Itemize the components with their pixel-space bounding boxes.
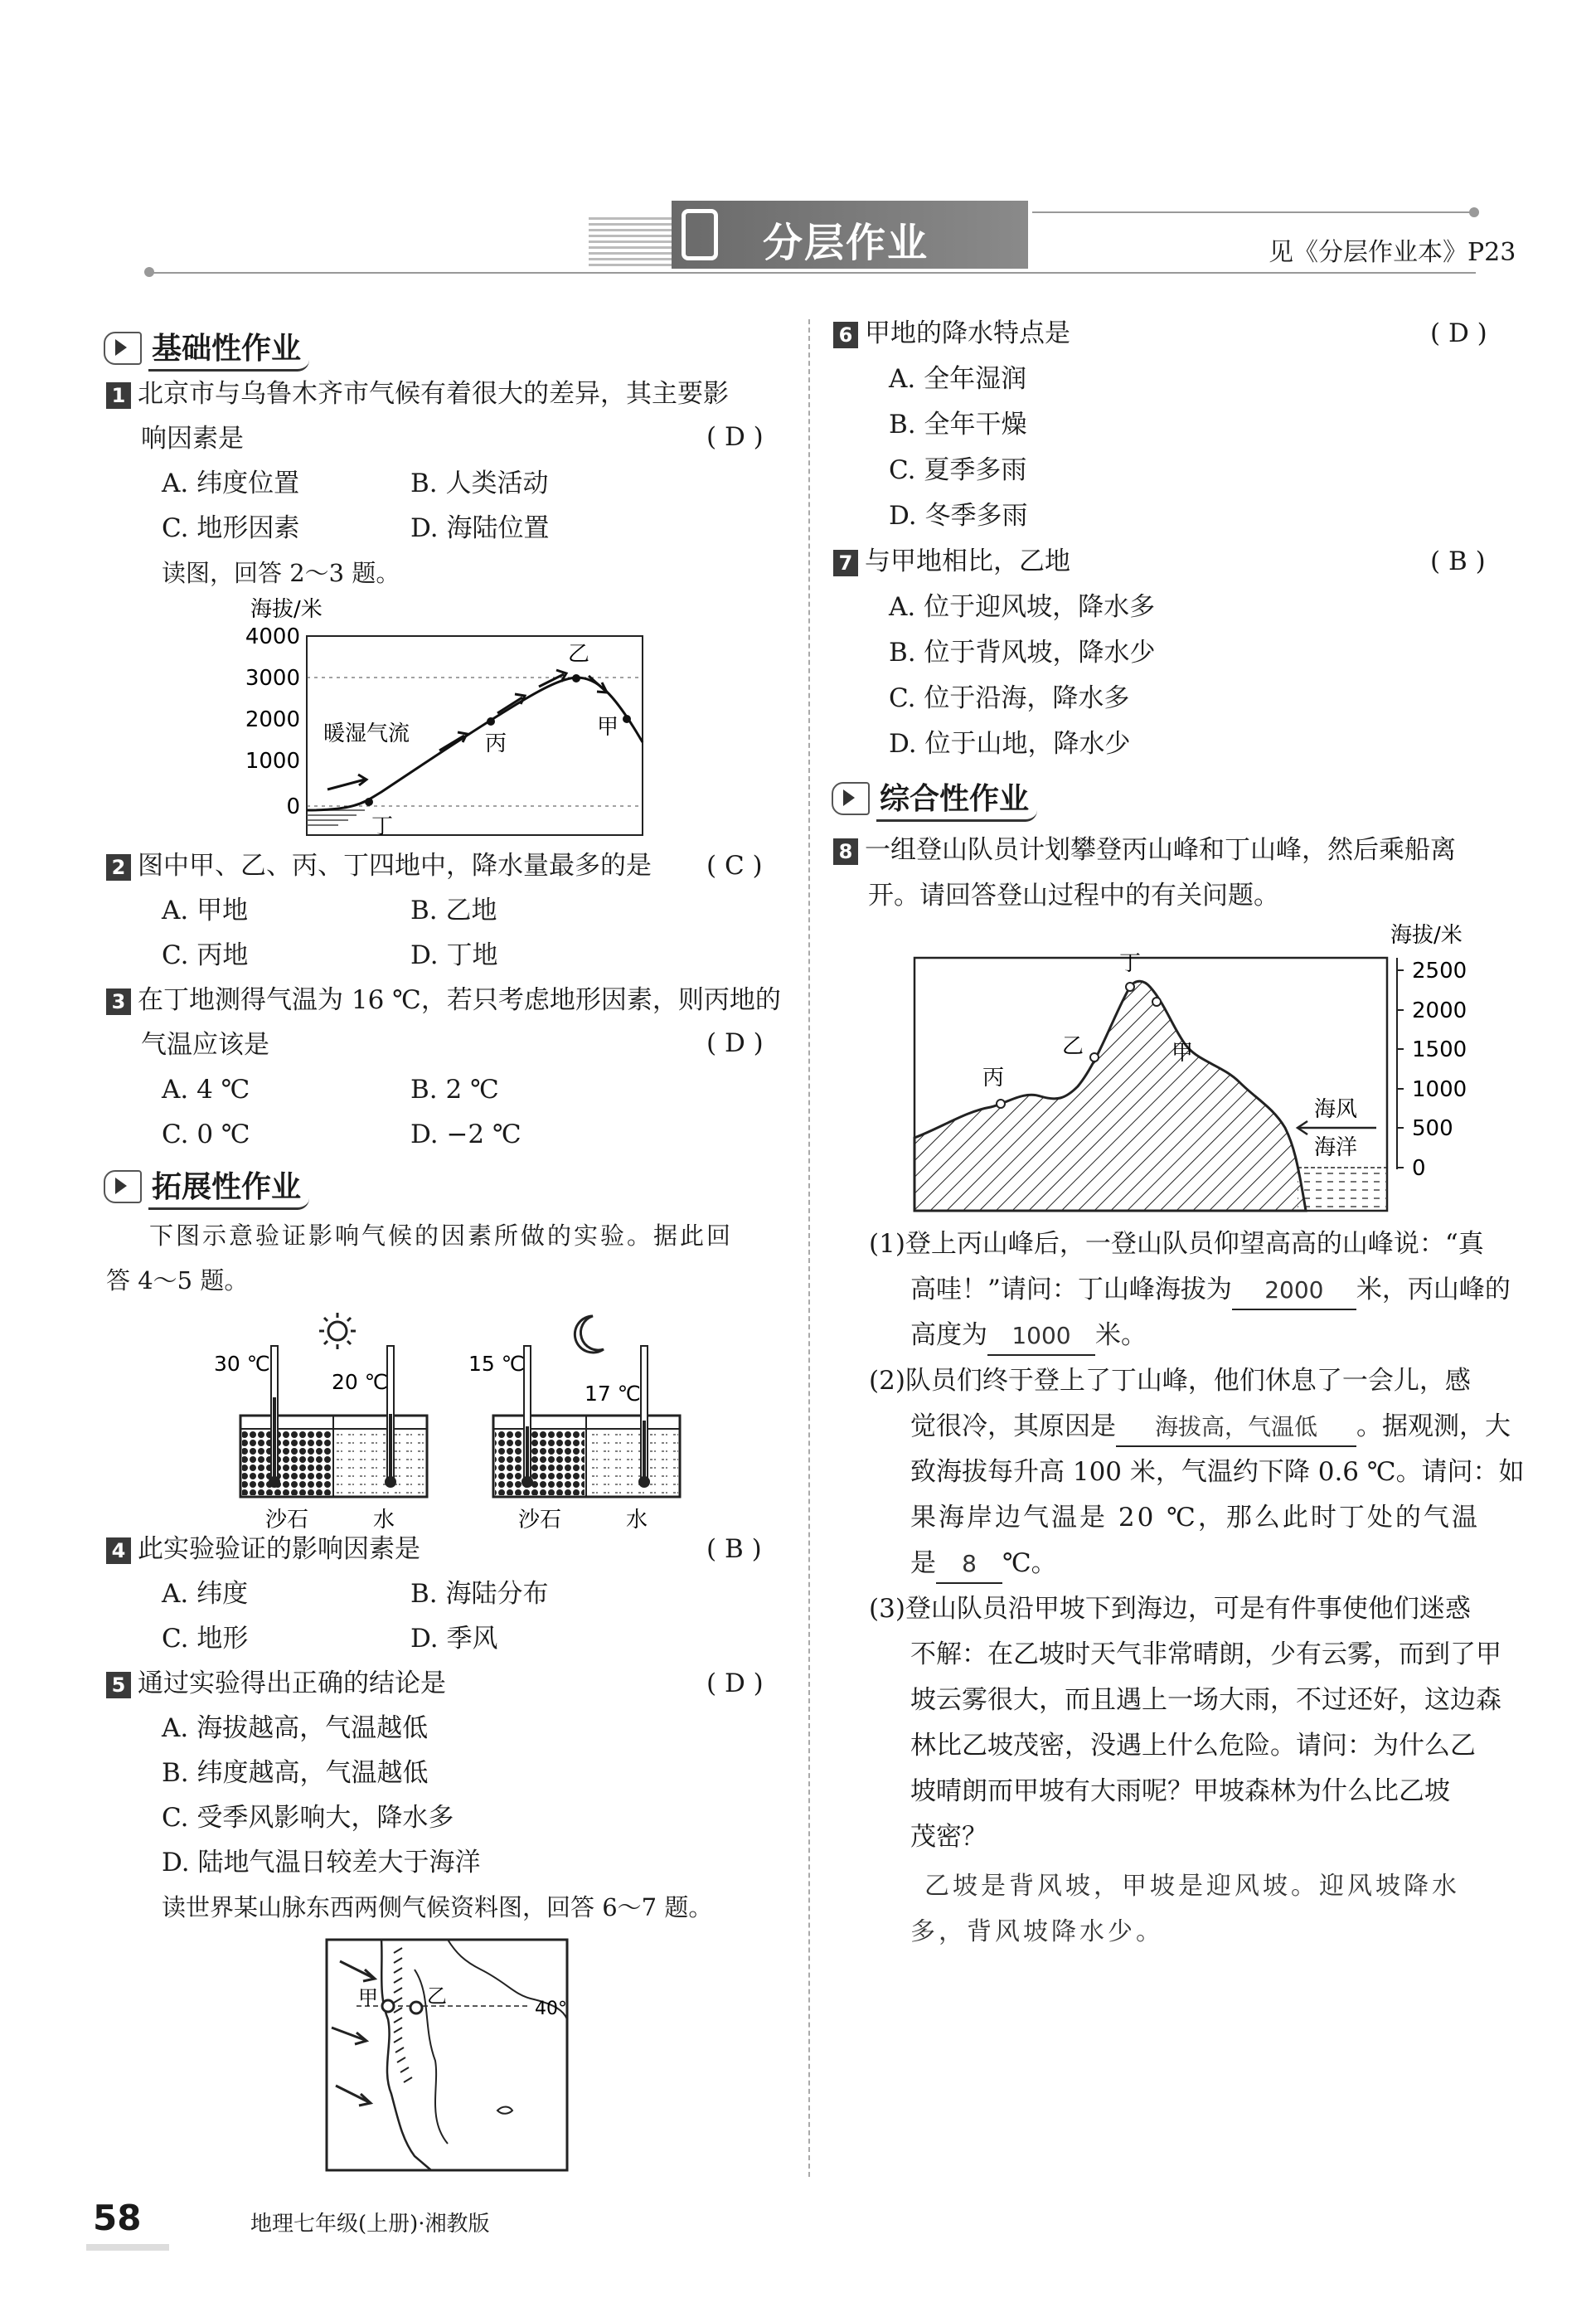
fig1-ytick: 1000	[245, 749, 300, 774]
q8-p3-line5: 坡晴朗而甲坡有大雨呢？甲坡森林为什么比乙坡	[910, 1776, 1450, 1806]
q8-p1-line2: 高哇！”请问：丁山峰海拔为 2000 米，丙山峰的	[910, 1271, 1511, 1310]
sun-icon	[319, 1313, 356, 1349]
fig1-ytick: 3000	[245, 666, 300, 691]
q6-option-b: B. 全年干燥	[889, 410, 1027, 440]
column-divider	[808, 319, 810, 2177]
q8-blank-ding-altitude[interactable]: 2000	[1232, 1272, 1356, 1310]
fig2-temp-label: 17 ℃	[585, 1382, 641, 1406]
fig3-label-jia: 甲	[358, 1986, 378, 2009]
page-number: 58	[93, 2198, 142, 2238]
section-extended: 拓展性作业	[104, 1163, 309, 1210]
fig3-label-yi: 乙	[427, 1984, 447, 2008]
q6-stem: 6 甲地的降水特点是	[833, 315, 1070, 352]
q6-option-a: A. 全年湿润	[889, 364, 1027, 394]
section-basic: 基础性作业	[104, 325, 309, 372]
q3-answer: ( D )	[706, 1028, 764, 1058]
figure-mountain-map	[323, 1936, 572, 2177]
q4-answer: ( B )	[706, 1534, 762, 1564]
fig4-label-jia: 甲	[1172, 1041, 1194, 1066]
figure-altitude-profile	[240, 593, 663, 842]
intro-4-5: 下图示意验证影响气候的因素所做的实验。据此回	[149, 1222, 734, 1250]
fig1-label-ding: 丁	[371, 814, 394, 839]
q4-option-b: B. 海陆分布	[410, 1579, 549, 1609]
fig1-ytick: 2000	[245, 707, 300, 732]
arrow-icon	[104, 332, 142, 365]
intro-4-5-2: 答 4～5 题。	[106, 1266, 249, 1295]
fig2-sand-label: 沙石	[265, 1508, 309, 1533]
fig1-ytick: 4000	[245, 624, 300, 649]
arrow-icon	[104, 1170, 142, 1203]
q1-option-a: A. 纬度位置	[162, 469, 300, 498]
fig2-temp-label: 15 ℃	[468, 1352, 525, 1376]
q8-stem-2: 开。请回答登山过程中的有关问题。	[868, 881, 1279, 911]
q8-p3-line3: 坡云雾很大，而且遇上一场大雨，不过还好，这边森	[910, 1685, 1501, 1715]
q1-option-c: C. 地形因素	[162, 513, 300, 543]
q1-answer: ( D )	[706, 422, 764, 452]
fig1-ylabel: 海拔/米	[250, 597, 323, 622]
q8-p1-line3: 高度为 1000 米。	[910, 1317, 1147, 1356]
fig2-temp-label: 20 ℃	[332, 1370, 388, 1394]
fig4-ylabel: 海拔/米	[1390, 923, 1463, 948]
q7-option-c: C. 位于沿海，降水多	[889, 683, 1130, 713]
q5-option-d: D. 陆地气温日较差大于海洋	[162, 1848, 481, 1877]
fig2-temp-label: 30 ℃	[214, 1352, 270, 1376]
read-instruction-2-3: 读图，回答 2～3 题。	[162, 559, 400, 587]
banner-logo-icon	[682, 209, 718, 260]
section-comprehensive: 综合性作业	[832, 775, 1037, 822]
fig1-label-yi: 乙	[568, 642, 590, 667]
q4-option-a: A. 纬度	[162, 1579, 249, 1609]
read-instruction-6-7: 读世界某山脉东西两侧气候资料图，回答 6～7 题。	[162, 1893, 713, 1921]
q4-option-d: D. 季风	[410, 1624, 498, 1654]
fig4-ytick: 1500	[1412, 1037, 1467, 1062]
q8-p2-line2: 觉很冷，其原因是 海拔高，气温低 。据观测，大	[910, 1408, 1511, 1447]
q4-stem: 4 此实验验证的影响因素是	[106, 1531, 420, 1567]
q8-p3-answer-line2: 多，背风坡降水少。	[910, 1917, 1164, 1946]
fig2-water-label: 水	[626, 1508, 648, 1533]
q8-p1-line1: (1)登上丙山峰后，一登山队员仰望高高的山峰说：“真	[869, 1229, 1484, 1259]
fig2-sand-label: 沙石	[518, 1508, 562, 1533]
footer-book: 地理七年级(上册)·湘教版	[250, 2212, 490, 2237]
q8-p3-line1: (3)登山队员沿甲坡下到海边，可是有件事使他们迷惑	[869, 1594, 1471, 1624]
q2-answer: ( C )	[706, 851, 763, 881]
page-number-underline	[86, 2244, 169, 2251]
q8-stem: 8 一组登山队员计划攀登丙山峰和丁山峰，然后乘船离	[833, 832, 1456, 868]
q3-option-b: B. 2 ℃	[410, 1075, 499, 1105]
banner	[672, 201, 1028, 269]
q8-blank-reason[interactable]: 海拔高，气温低	[1116, 1409, 1356, 1447]
banner-stripes	[589, 217, 680, 267]
q8-blank-temperature[interactable]: 8	[936, 1546, 1002, 1584]
q8-p3-line6: 茂密？	[910, 1822, 987, 1852]
q8-p3-line2: 不解：在乙坡时天气非常晴朗，少有云雾，而到了甲	[910, 1639, 1501, 1669]
q3-option-c: C. 0 ℃	[162, 1120, 250, 1149]
q1-stem: 1 北京市与乌鲁木齐市气候有着很大的差异，其主要影	[106, 376, 729, 412]
q3-stem: 3 在丁地测得气温为 16 ℃，若只考虑地形因素，则丙地的	[106, 982, 781, 1018]
q5-option-a: A. 海拔越高，气温越低	[162, 1713, 429, 1743]
fig4-label-ocean: 海洋	[1314, 1135, 1358, 1160]
q7-option-d: D. 位于山地，降水少	[889, 729, 1131, 759]
fig4-ytick: 2500	[1412, 959, 1467, 984]
q2-stem: 2 图中甲、乙、丙、丁四地中，降水量最多的是	[106, 848, 652, 884]
fig2-water-label: 水	[373, 1508, 395, 1533]
q8-p2-line4: 果海岸边气温是 20 ℃，那么此时丁处的气温	[910, 1503, 1480, 1533]
q3-option-a: A. 4 ℃	[162, 1075, 250, 1105]
q8-p2-line3: 致海拔每升高 100 米，气温约下降 0.6 ℃。请问：如	[910, 1457, 1525, 1487]
fig1-ytick: 0	[286, 794, 300, 819]
header-rule-top	[1032, 211, 1476, 213]
q2-option-c: C. 丙地	[162, 940, 249, 970]
fig4-label-sea-wind: 海风	[1314, 1097, 1358, 1122]
q8-p2-line5: 是 8 ℃。	[910, 1545, 1057, 1584]
figure-mountain-section	[908, 920, 1488, 1219]
q3-stem-2: 气温应该是	[141, 1030, 269, 1060]
q8-p2-line1: (2)队员们终于登上了丁山峰，他们休息了一会儿，感	[869, 1366, 1471, 1396]
arrow-icon	[832, 782, 870, 815]
q7-answer: ( B )	[1430, 546, 1486, 576]
fig4-label-bing: 丙	[982, 1066, 1005, 1090]
q8-p3-answer-line1: 乙坡是背风坡，甲坡是迎风坡。迎风坡降水	[924, 1872, 1460, 1901]
q7-option-a: A. 位于迎风坡，降水多	[889, 592, 1156, 622]
q1-stem-2: 响因素是	[141, 424, 244, 454]
fig3-label-lat: 40°	[535, 1999, 567, 2019]
q6-option-c: C. 夏季多雨	[889, 455, 1027, 485]
q5-answer: ( D )	[706, 1669, 764, 1698]
q8-blank-bing-height[interactable]: 1000	[987, 1318, 1095, 1356]
q2-option-b: B. 乙地	[410, 896, 497, 925]
q2-option-d: D. 丁地	[410, 940, 498, 970]
q3-option-d: D. −2 ℃	[410, 1120, 521, 1149]
moon-icon	[575, 1316, 604, 1353]
fig4-ytick: 1000	[1412, 1077, 1467, 1102]
fig1-label-jia: 甲	[597, 715, 619, 740]
q5-option-b: B. 纬度越高，气温越低	[162, 1758, 429, 1788]
q4-option-c: C. 地形	[162, 1624, 249, 1654]
figure-experiment	[207, 1306, 705, 1538]
q6-option-d: D. 冬季多雨	[889, 501, 1028, 531]
banner-title: 分层作业	[763, 220, 929, 266]
fig4-label-yi: 乙	[1062, 1034, 1084, 1059]
q8-p3-line4: 林比乙坡茂密，没遇上什么危险。请问：为什么乙	[910, 1731, 1476, 1761]
q2-option-a: A. 甲地	[162, 896, 249, 925]
q7-stem: 7 与甲地相比，乙地	[833, 543, 1070, 580]
q7-option-b: B. 位于背风坡，降水少	[889, 638, 1156, 668]
header-rule-dot	[144, 267, 154, 277]
fig4-label-ding: 丁	[1119, 951, 1142, 976]
header-reference: 见《分层作业本》P23	[1269, 238, 1516, 267]
fig4-ytick: 500	[1412, 1116, 1453, 1141]
q5-stem: 5 通过实验得出正确的结论是	[106, 1665, 446, 1702]
fig1-label-bing: 丙	[485, 731, 507, 756]
q5-option-c: C. 受季风影响大，降水多	[162, 1803, 454, 1833]
fig4-ytick: 2000	[1412, 998, 1467, 1023]
q1-option-d: D. 海陆位置	[410, 513, 550, 543]
header-rule	[149, 272, 1476, 274]
fig1-label-airflow: 暖湿气流	[323, 721, 410, 746]
q1-option-b: B. 人类活动	[410, 469, 549, 498]
fig4-ytick: 0	[1412, 1156, 1426, 1181]
q6-answer: ( D )	[1430, 318, 1487, 348]
